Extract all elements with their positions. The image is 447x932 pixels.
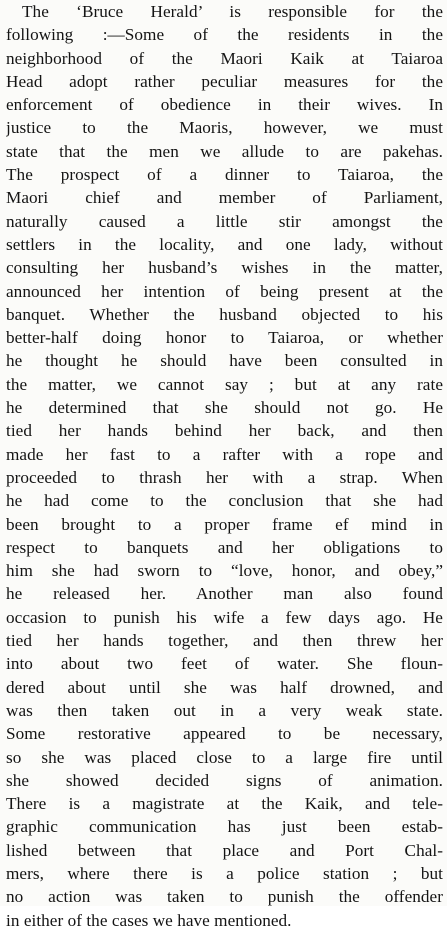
article-line: she showed decided signs of animation. [6, 770, 443, 790]
article-line: occasion to punish his wife a few days ago. He [6, 607, 443, 627]
article-line: Some restorative appeared to be necessary, [6, 724, 443, 744]
article-line: consulting her husband’s wishes in the matter, [6, 258, 443, 278]
article-line: proceeded to thrash her with a strap. When [6, 467, 443, 487]
article-line: no action was taken to punish the offender [6, 887, 443, 907]
article-line: into about two feet of water. She floun- [6, 654, 443, 674]
article-line: so she was placed close to a large fire until [6, 747, 443, 767]
article-line: naturally caused a little stir amongst the [6, 211, 443, 231]
article-line: neighborhood of the Maori Kaik at Taiaroa [6, 48, 443, 68]
article-line: mers, where there is a police station ; but [6, 863, 443, 883]
article-line: announced her intention of being present at the [6, 281, 443, 301]
article-line: Head adopt rather peculiar measures for the [6, 71, 443, 91]
article-line: was then taken out in a very weak state. [6, 700, 443, 720]
article-line: in either of the cases we have mentioned. [6, 910, 292, 930]
article-line: respect to banquets and her obligations to [6, 537, 443, 557]
article-line: he thought he should have been consulted in [6, 351, 443, 371]
article-line: banquet. Whether the husband objected to his [6, 304, 443, 324]
article-line: following :—Some of the residents in the [6, 25, 443, 45]
article-line: The ‘Bruce Herald’ is responsible for the [22, 2, 443, 21]
article-line: state that the men we allude to are pakehas. [6, 141, 443, 161]
article-line: made her fast to a rafter with a rope and [6, 444, 443, 464]
article-line: The prospect of a dinner to Taiaroa, the [6, 165, 443, 185]
article-line: him she had sworn to “love, honor, and obey,” [6, 561, 443, 581]
article-line: justice to the Maoris, however, we must [6, 118, 443, 138]
article-line: been brought to a proper frame ef mind in [6, 514, 443, 534]
article-body [6, 0, 443, 932]
article-line: lished between that place and Port Chal- [6, 840, 443, 860]
article-line: There is a magistrate at the Kaik, and tele- [6, 794, 443, 814]
article-line: enforcement of obedience in their wives. In [6, 95, 443, 115]
article-line: the matter, we cannot say ; but at any rate [6, 374, 443, 394]
article-line: tied her hands together, and then threw her [6, 631, 443, 651]
article-line: settlers in the locality, and one lady, without [6, 234, 443, 254]
article-line: Maori chief and member of Parliament, [6, 188, 443, 208]
article-line: better-half doing honor to Taiaroa, or whether [6, 328, 443, 348]
article-line: graphic communication has just been estab- [6, 817, 443, 837]
article-line: he released her. Another man also found [6, 584, 443, 604]
article-line: dered about until she was half drowned, and [6, 677, 443, 697]
article-line: tied her hands behind her back, and then [6, 421, 443, 441]
article-line: he had come to the conclusion that she had [6, 491, 443, 511]
article-line: he determined that she should not go. He [6, 398, 443, 418]
